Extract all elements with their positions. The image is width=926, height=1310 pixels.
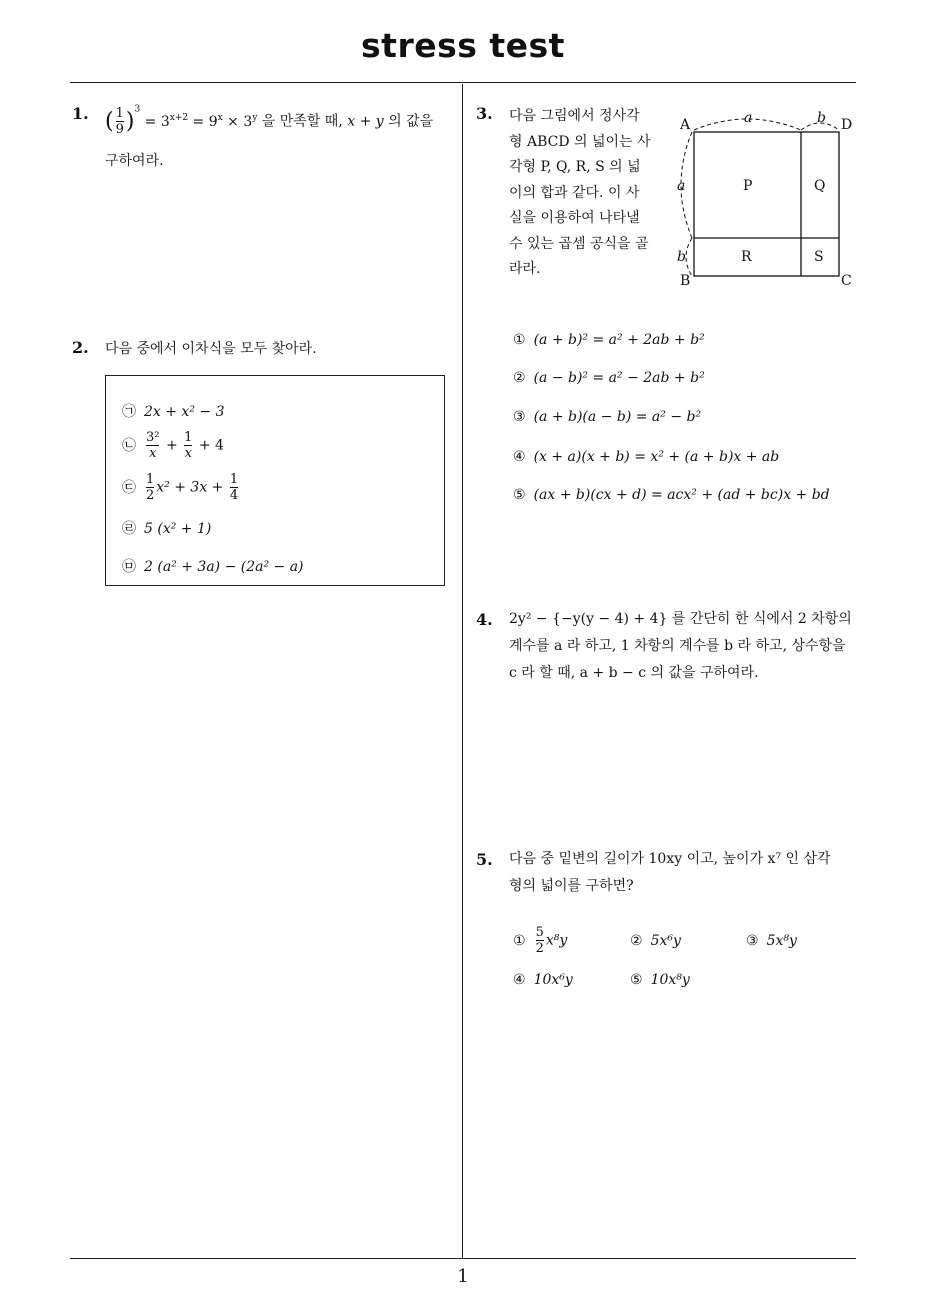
option-item: ③ 5x⁸y: [746, 933, 797, 949]
column-divider: [462, 84, 463, 1258]
problem-1-number: 1.: [72, 104, 89, 123]
option-item: ② (a − b)² = a² − 2ab + b²: [513, 370, 705, 386]
square-diagram: [670, 108, 860, 293]
choice-item: ㉠ 2x + x² − 3: [122, 404, 225, 420]
header-rule: [70, 82, 856, 83]
vertex-d: D: [841, 117, 853, 133]
option-item: ① $\frac{5}{2}$ x⁸y: [513, 925, 568, 956]
option-item: ④ (x + a)(x + b) = x² + (a + b)x + ab: [513, 449, 780, 465]
label-top-a: a: [744, 110, 753, 126]
problem-1-line2: 구하여라.: [105, 153, 164, 169]
label-left-a: a: [677, 178, 686, 194]
page-number: 1: [457, 1266, 469, 1287]
option-item: ⑤ (ax + b)(cx + d) = acx² + (ad + bc)x + bd: [513, 487, 830, 503]
option-item: ④ 10x⁶y: [513, 972, 573, 988]
problem-3-text: 다음 그림에서 정사각 형 ABCD 의 넓이는 사 각형 P, Q, R, S 의 넓 이의 합과 같다. 이 사 실을 이용하여 나타낼 수 있는 곱셈 공식을 골 라라.: [509, 108, 651, 277]
problem-5-text: 다음 중 밑변의 길이가 10xy 이고, 높이가 x⁷ 인 삼각 형의 넓이를 구하면?: [509, 851, 831, 894]
choice-item: ㉡ $\frac{\text{3²}}{x}$ + $\frac{1}{x}$ + 4: [122, 430, 224, 461]
frac-one-ninth: $\frac{1}{9}$: [115, 106, 124, 137]
page-title: stress test: [361, 26, 565, 65]
problem-2-number: 2.: [72, 338, 89, 357]
region-q: Q: [814, 178, 826, 194]
region-r: R: [741, 249, 752, 265]
brace-left-b: [686, 238, 692, 276]
vertex-c: C: [841, 273, 852, 289]
problem-2-text: 다음 중에서 이차식을 모두 찾아라.: [105, 341, 317, 357]
region-s: S: [814, 249, 824, 265]
choice-item: ㉣ 5 (x² + 1): [122, 521, 212, 537]
option-item: ① (a + b)² = a² + 2ab + b²: [513, 332, 705, 348]
region-p: P: [743, 178, 753, 194]
label-left-b: b: [677, 249, 686, 265]
problem-1-text: ( $\frac{1}{9}$ )$^3 = 3^{x+2} = 9^x \times 3^y$ 을 만족할 때, x + y 의 값을: [105, 104, 434, 137]
option-item: ⑤ 10x⁸y: [630, 972, 690, 988]
vertex-b: B: [680, 273, 691, 289]
footer-rule: [70, 1258, 856, 1259]
problem-4-number: 4.: [476, 610, 493, 629]
problem-4-text: 2y² − {−y(y − 4) + 4} 를 간단히 한 식에서 2 차항의 계수를 a 라 하고, 1 차항의 계수를 b 라 하고, 상수항을 c 라 할 때, a + b − c 의 값을 구하여라.: [509, 611, 852, 681]
choice-item: ㉤ 2 (a² + 3a) − (2a² − a): [122, 559, 304, 575]
label-top-b: b: [817, 110, 826, 126]
option-item: ③ (a + b)(a − b) = a² − b²: [513, 409, 702, 425]
choice-item: ㉢ $\frac{1}{2}$ x² + 3x + $\frac{1}{4}$: [122, 472, 239, 503]
problem-5-number: 5.: [476, 850, 493, 869]
option-item: ② 5x⁶y: [630, 933, 681, 949]
problem-3-number: 3.: [476, 104, 493, 123]
vertex-a: A: [680, 117, 691, 133]
